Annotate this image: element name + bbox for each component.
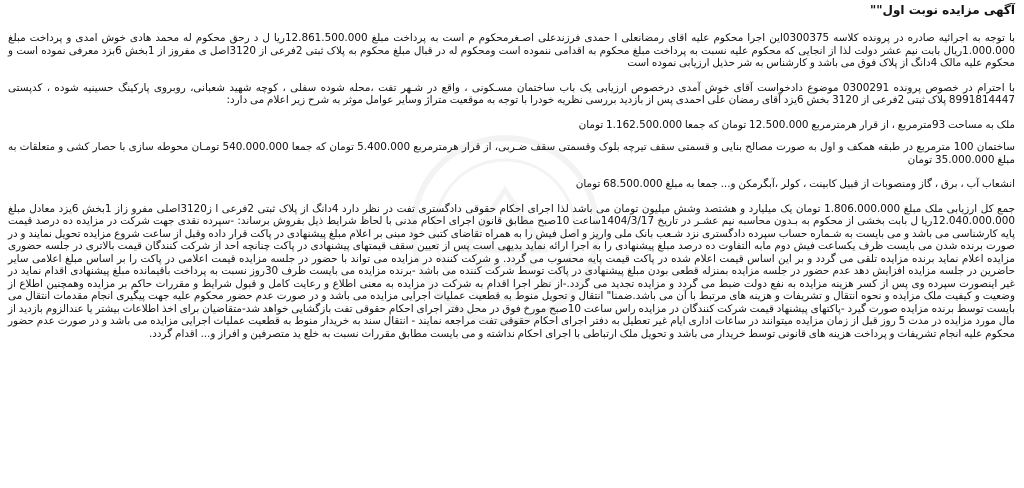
paragraph-building-value: ساختمان 100 مترمربع در طبقه همکف و اول به صورت مصالح بنایی و قسمتی سقف تیرچه بلوک وقسمتی سقف ضـربی، از قرار هرمترمربع 5.400.000 تومان که جمعا 540.000.000 تومـان محوطه سازی با حصار کشی و متعلقات به مبلغ 35.000.000 تومان <box>8 141 1015 166</box>
paragraph-utilities-value: انشعاب آب ، برق ، گاز ومنصوبات از قبیل کابینت ، کولر ،آبگرمکن و... جمعا به مبلغ 68.500.000 تومان <box>575 178 1015 190</box>
paragraph-auction-terms: جمع کل ارزیابی ملک مبلغ 1.806.000.000 تومان یک میلیارد و هشتصد وشش میلیون تومان می باشد لذا اجرای احکام حقوقی دادگستری تفت در نظر دارد 4دانگ از پلاک ثبتی 2فرعی ا ز3120اصلی مفرو زاز 1بخش 6یزد معادل مبلغ 12.040.000.000ریا ل بابت بخشی از محکوم به بـدون محاسبه نیم عشـر در تاریخ 1404/3/17ساعت 10صبح مطابق قانون اجرای احکام مدنی با لحاظ شرایط ذیل بفروش برساند: -سپرده نقدی جهت شرکت در مزایده ده درصد قیمت پایه کارشناسی می باشد و می بایست به شـماره حساب سپرده دادگستری نزد شـعب بانک ملی واریز و اصل فیش را به همراه تقاضای کتبی خود مبنی بر اعلام مبلغ پیشنهادی در پاکت قرار داده وقبل از ساعت شروع مزایده تحویل نمایند و در صورت برنده شدن می بایست ظرف یکساعت فیش دوم مابه التفاوت ده درصد مبلغ پیشنهادی را به اجرا ارائه نماید بدیهی است پس از تعیین سقف قیمتهای پیشنهادی در پاکت چنانچه احد از شرکت کنندگان قیمت بالاتری در جلسه حضوری مزایده اعلام نماید برنده مزایده تلقی می گردد و بر این اساس قیمت اعلام شده در پاکت قیمت پایه محسوب می گردد. و شرکت کننده در مزایده می تواند با حضور در جلسه مزایده قیمت اعلامی در پاکت را بر اساس مبلغ اعلامی سایر حاضرین در جلسه مزایده افزایش دهد عدم حضور در جلسه مزایده بمنزله قطعی بودن مبلغ پیشنهادی در پاکت توسط شرکت کننده می باشد -برنده مزایده می بایست ظرف 30روز نسبت به پرداخت باقیمانده مبلغ پیشنهادی اقدام نماید در غیر اینصورت سپرده وی پس از کسر هزینه مزایده به نفع دولت ضبط می گردد و مزایده تجدید می گردد.-از نظر اجرا اقدام به شرکت در مزایده به معنی اطلاع و رعایت کامل و قبول شرایط و مقررات حاکم بر مزایده وهمچنین اطلاع از وضعیت و کیفیت ملک مزایده و نحوه انتقال و تشریفات و هزینه های مرتبط با آن می باشد.ضمنا" انتقال و تحویل منوط به قطعیت عملیات اجرایی مزایده می باشد و در صورت عدم حضور محکوم علیه جهت پیگیری انجام مقدمات انتقال می بایست توسط برنده مزایده صورت گیرد -پاکتهای پیشنهاد قیمت شرکت کنندگان در مزایده راس ساعت 10صبح مورخ فوق در محل دفتر اجرای احکام حقوقی تفت بازگشایی خواهد شد-متقاضیان برای اخذ اطلاعات بیشتر یا عندالزوم بازدید از مال مورد مزایده در مدت 5 روز قبل از زمان مزایده میتوانند در ساعات اداری ایام غیر تعطیل به دفتر اجرای احکام حقوقی تفت مراجعه نمایند - انتقال سند به خریدار منوط به قطعیت عملیات اجرایی مزایده می باشد و در صورت عدم حضور محکوم علیه انجام تشریفات و پرداخت هزینه های قانونی توسط خریدار می باشد و تحویل ملک ارتباطی با اجرای احکام نداشته و می بایست مطابق مقررات نسبت به خلع ید متصرفین و افراز و... اقدام گردد. <box>8 202 1015 340</box>
paragraph-land-value: ملک به مساحت 93مترمربع ، از قرار هرمترمربع 12.500.000 تومان که جمعا 1.162.500.000 تومان <box>578 118 1015 131</box>
paragraph-appraisal-request: با احترام در خصوص پرونده 0300291 موضوع دادخواست آقای خوش آمدی درخصوص ارزیابی یک باب ساختمان مسـکونی ، واقع در شـهر تفت ،محله شوده سفلی ، کوچه شهید شعبانی، روبروی پارکینگ حسینیه شوده ، کدپستی 8991814447 پلاک ثبتی 2فرعی از 3120 بخش 6یزد آقای رمضان علی احمدی پس از بازدید بررسی نظریه خودرا با توجه به موقعیت متراژ وسایر عوامل موثر به شرح زیر اعلام می دارد: <box>8 81 1015 106</box>
notice-title: آگهی مزایده نوبت اول"" <box>870 3 1015 17</box>
paragraph-execution-order: با توجه به اجرائیه صادره در پرونده کلاسه 0300375این اجرا محکوم علیه اقای رمضانعلی ا حمدی فرزندعلی اصـغرمحکوم م است به پرداخت مبلغ 12.861.500.000ریا ل د رحق محکوم له محمد هادی خوش امدی و پرداخت مبلغ 1.000.000ریال بابت نیم عشر دولت لذا از انجایی که محکوم علیه نسبت به پرداخت مبلغ محکوم به اقدامی ننموده است ومحکوم له در قبال مبلغ محکوم به پلاک ثبتی 2فرعی از 3120اصل ی مفروز از 1بخش 6بزد معرفی نموده است و محکوم علیه مالک 4دانگ از پلاک فوق می باشد و کارشناس به شر حذیل ارزیابی نموده است <box>8 32 1015 69</box>
